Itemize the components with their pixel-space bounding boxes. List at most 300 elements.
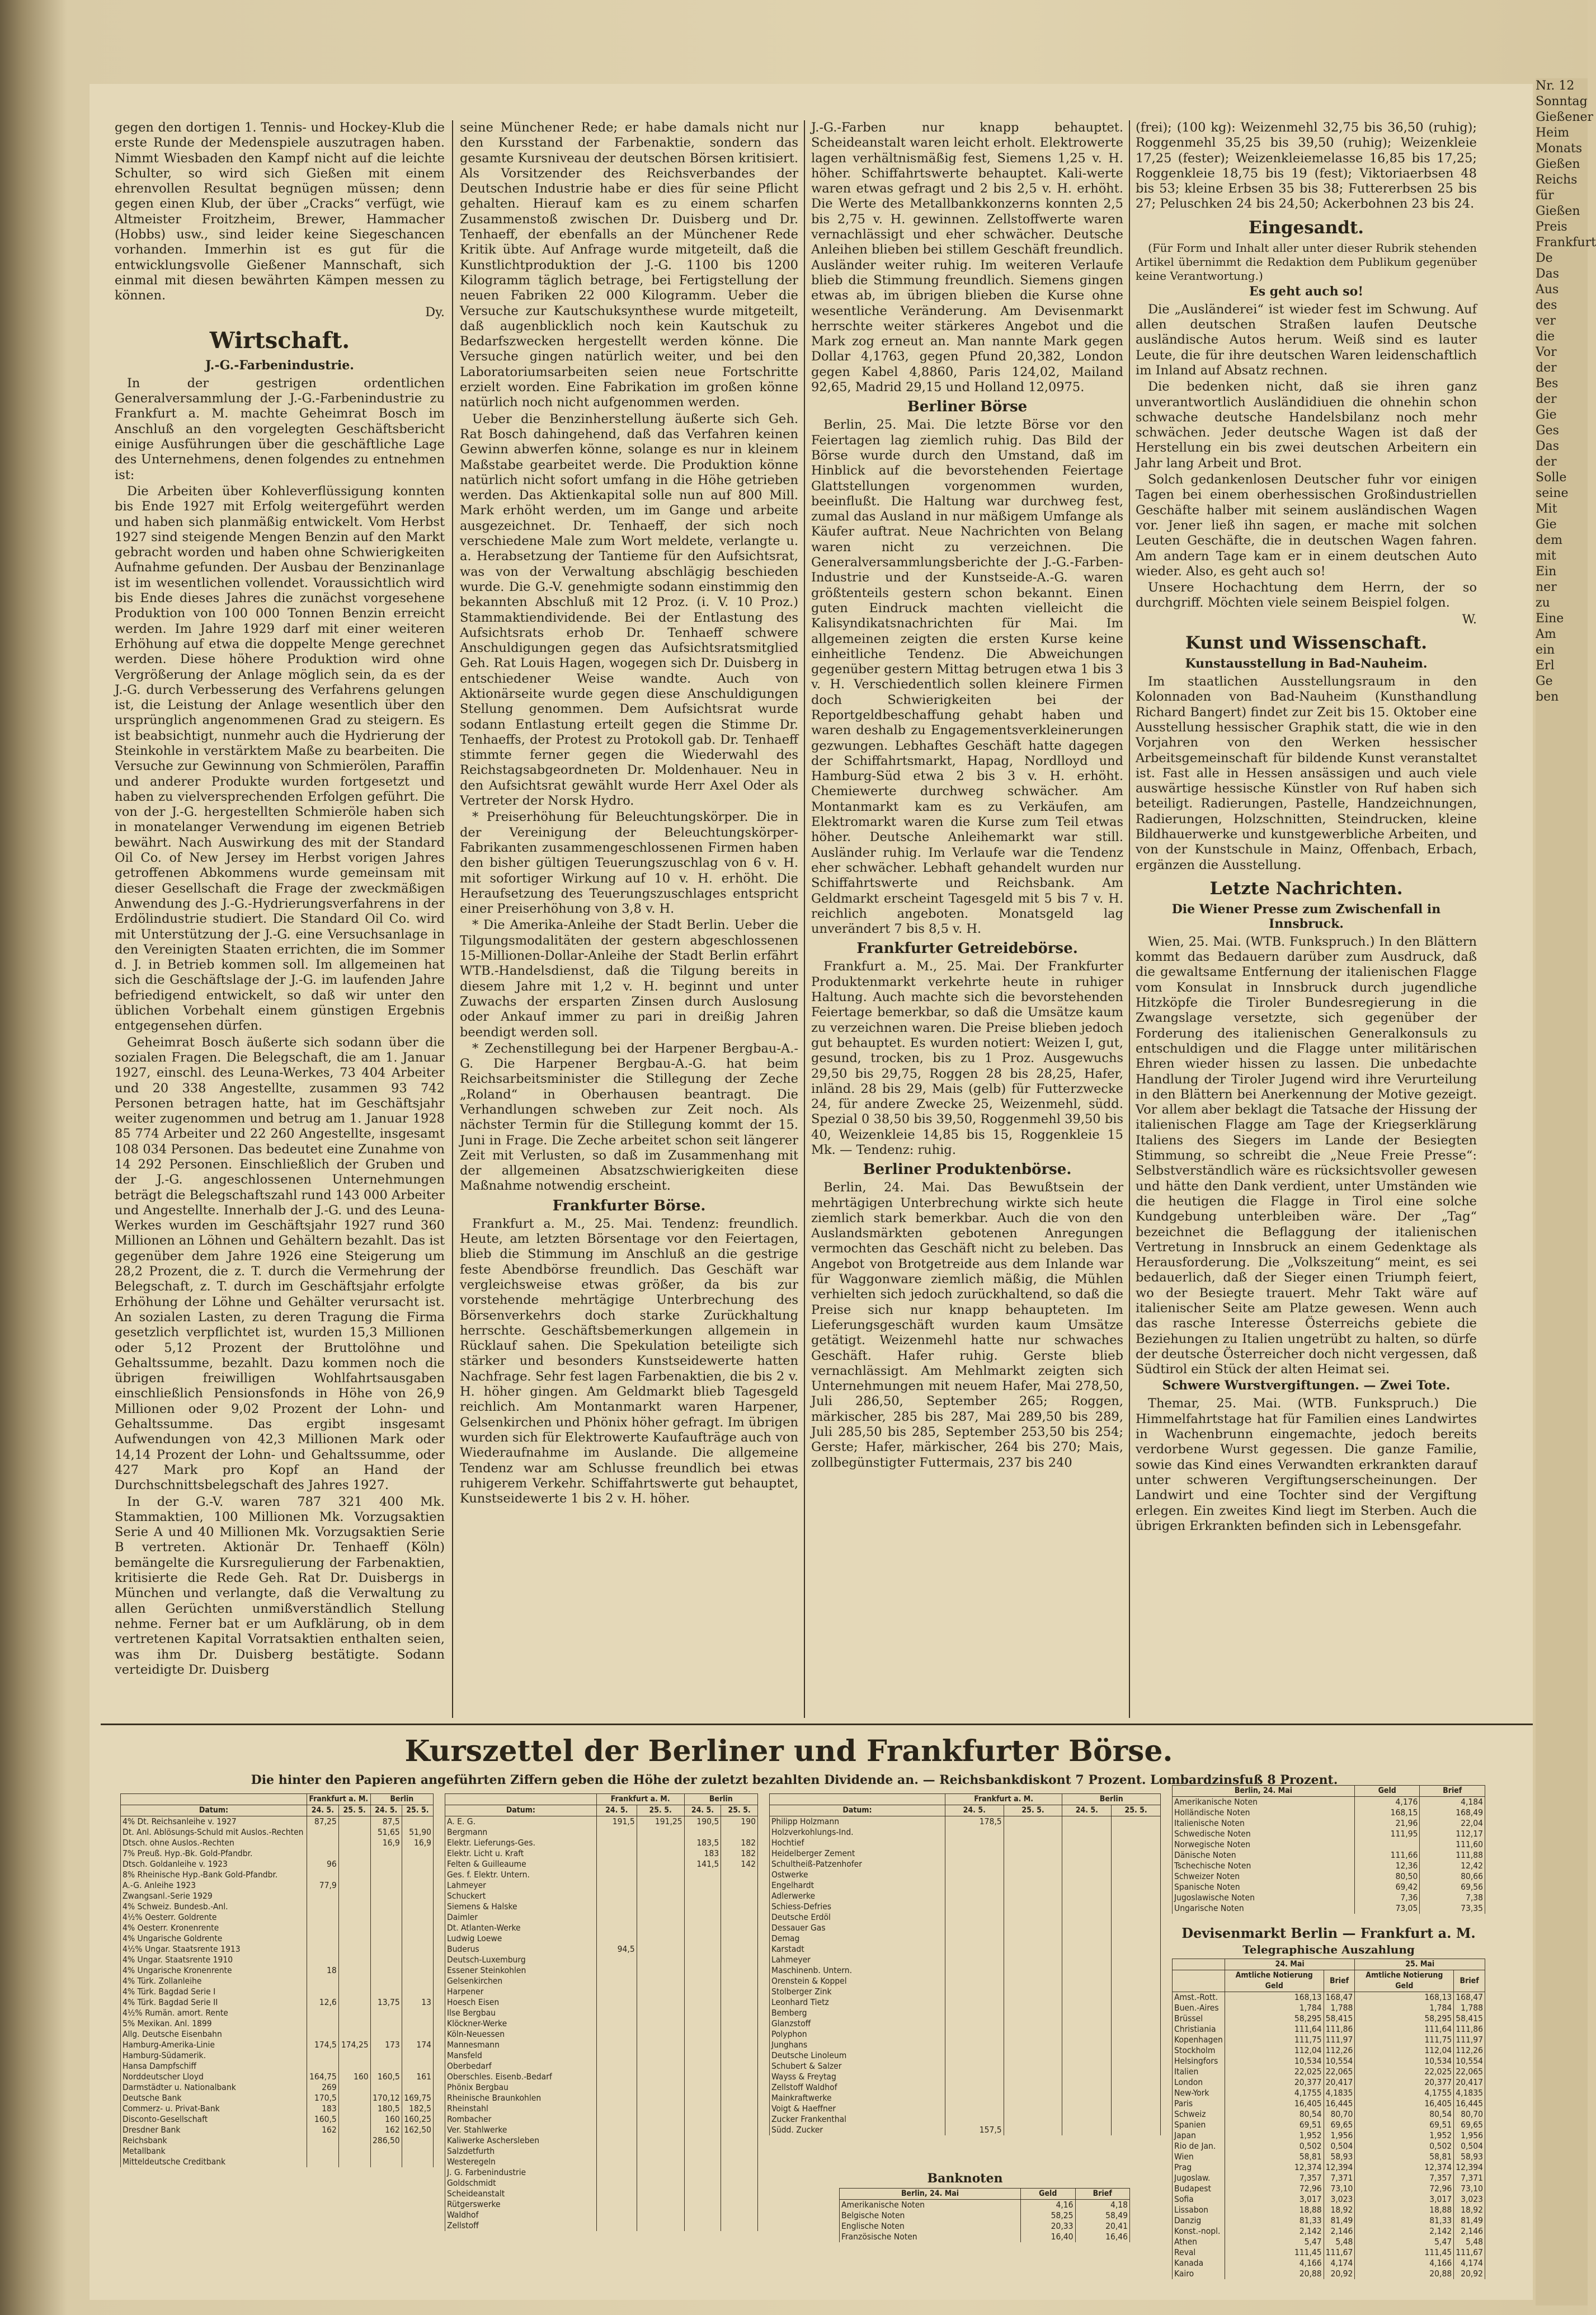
table-header: Berlin, 24. Mai <box>840 2189 1021 2200</box>
table-row <box>445 2135 758 2146</box>
price-cell <box>1112 2072 1161 2082</box>
price-cell: 72,96 <box>1355 2183 1454 2194</box>
table-header: Brief <box>1420 1786 1485 1797</box>
table-header: 25. 5. <box>1004 1805 1062 1816</box>
price-cell <box>338 1955 370 1965</box>
price-cell <box>1112 1838 1161 1848</box>
price-cell <box>402 1944 433 1955</box>
security-name: Schiess-Defries <box>770 1901 945 1912</box>
price-cell <box>945 1933 1004 1944</box>
table-row <box>445 2167 758 2178</box>
security-name: Danzig <box>1173 2215 1225 2226</box>
price-cell <box>721 1870 758 1880</box>
price-cell <box>1062 2029 1112 2040</box>
security-name: Amerikanische Noten <box>840 2200 1021 2211</box>
security-name: Englische Noten <box>840 2221 1021 2232</box>
table-row <box>445 2114 758 2125</box>
security-name: 4% Türk. Bagdad Serie II <box>121 1997 307 2008</box>
price-cell <box>1112 2082 1161 2093</box>
price-cell: 58,415 <box>1454 2013 1485 2024</box>
article-text: Die bedenken nicht, daß sie ihren ganz unverantwortlich Ausländidiuen die ohnehin schon schwache deutsche Handelsbilanz noch mehr schwächen. Jeder deutsche Wagen ist daß der Herstellung ein bis zwei deutschen Arbeitern ein Jahr lang Arbeit und Brot. <box>1136 379 1477 471</box>
stock-table-1 <box>120 1793 434 2167</box>
column-two <box>460 120 798 1715</box>
security-name: Mannesmann <box>445 2040 597 2050</box>
table-header: Datum: <box>770 1805 945 1816</box>
banknoten-table <box>839 2188 1130 2242</box>
price-cell <box>370 1901 402 1912</box>
table-row <box>445 1848 758 1859</box>
price-cell <box>684 1944 721 1955</box>
price-cell: 180,5 <box>370 2103 402 2114</box>
security-name: 4% Ungarische Goldrente <box>121 1933 307 1944</box>
price-cell <box>684 1976 721 1987</box>
table-row <box>1173 2162 1485 2173</box>
table-row <box>1173 2088 1485 2098</box>
table-row <box>770 2040 1161 2050</box>
price-cell <box>637 1944 684 1955</box>
security-name: Harpener <box>445 1987 597 1997</box>
price-cell <box>1062 1891 1112 1901</box>
price-cell <box>1062 1838 1112 1848</box>
security-name: Hamburg-Amerika-Linie <box>121 2040 307 2050</box>
table-row <box>770 2061 1161 2072</box>
security-name: Rombacher <box>445 2114 597 2125</box>
article-title: Frankfurter Getreidebörse. <box>856 940 1078 957</box>
table-row <box>1173 2045 1485 2056</box>
price-cell <box>307 2018 338 2029</box>
price-cell: 162 <box>307 2125 338 2135</box>
price-cell <box>721 2114 758 2125</box>
price-cell <box>338 2029 370 2040</box>
table-header: Datum: <box>121 1805 307 1816</box>
price-cell <box>1004 1987 1062 1997</box>
price-cell: 168,13 <box>1355 1992 1454 2003</box>
table-row <box>445 2050 758 2061</box>
security-name: Christiania <box>1173 2024 1225 2035</box>
price-cell <box>402 2018 433 2029</box>
price-cell <box>307 1987 338 1997</box>
table-row <box>445 1870 758 1880</box>
table-header: Datum: <box>445 1805 597 1816</box>
news-item: * Preiserhöhung für Beleuchtungskörper. Die in der Vereinigung der Beleuchtungskörper-Fabrikanten zusammengeschlossenen Firmen haben den bisher gültigen Teuerungszuschlag von 6 v. H. mit sofortiger Wirkung auf 10 v. H. erhöht. Die Heraufsetzung des Teuerungszuschlages entspricht einer Preiserhöhung von 3,8 v. H. <box>460 810 798 917</box>
security-name: Budapest <box>1173 2183 1225 2194</box>
security-name: Stolberger Zink <box>770 1987 945 1997</box>
price-cell <box>596 1976 637 1987</box>
price-cell <box>684 2189 721 2199</box>
price-cell <box>402 2008 433 2018</box>
price-cell: 4,16 <box>1021 2200 1075 2211</box>
price-cell: 58,295 <box>1225 2013 1324 2024</box>
news-item: * Die Amerika-Anleihe der Stadt Berlin. Ueber die Tilgungsmodalitäten der gestern abgeschlossenen 15-Millionen-Dollar-Anleihe der Stadt Berlin erfährt WTB.-Handelsdienst, daß die Tilgung bereits in diesem Jahre mit 1,2 v. H. beginnt und unter Zuwachs der ersparten Zinsen durch Auslosung oder Ankauf immer zu pari in dreißig Jahren beendigt werden soll. <box>460 918 798 1040</box>
price-cell <box>637 1923 684 1933</box>
price-cell <box>1062 1955 1112 1965</box>
price-cell: 18,88 <box>1355 2205 1454 2215</box>
price-cell <box>307 2061 338 2072</box>
security-name: Paris <box>1173 2098 1225 2109</box>
price-cell: 111,66 <box>1354 1850 1420 1861</box>
table-row <box>1173 2077 1485 2088</box>
price-cell <box>637 1891 684 1901</box>
price-cell <box>721 2040 758 2050</box>
price-cell <box>637 2008 684 2018</box>
table-header: Berlin, 24. Mai <box>1173 1786 1355 1797</box>
price-cell: 160 <box>370 2114 402 2125</box>
security-name: Buderus <box>445 1944 597 1955</box>
security-name: Goldschmidt <box>445 2178 597 2189</box>
price-cell: 13,75 <box>370 1997 402 2008</box>
price-cell <box>1004 1859 1062 1870</box>
security-name: Felten & Guilleaume <box>445 1859 597 1870</box>
security-name: Holländische Noten <box>1173 1807 1355 1818</box>
table-row <box>1173 1839 1485 1850</box>
table-row <box>1173 1797 1485 1808</box>
price-cell <box>402 1912 433 1923</box>
table-row <box>1173 2226 1485 2237</box>
price-cell: 111,67 <box>1324 2247 1355 2258</box>
price-cell <box>402 2029 433 2040</box>
price-cell <box>338 2093 370 2103</box>
price-cell <box>721 1901 758 1912</box>
price-cell <box>596 2125 637 2135</box>
strip-text: der <box>1536 392 1557 406</box>
security-name: 4½% Oesterr. Goldrente <box>121 1912 307 1923</box>
security-name: Essener Steinkohlen <box>445 1965 597 1976</box>
price-cell: 3,017 <box>1225 2194 1324 2205</box>
strip-text: Gießener <box>1536 110 1594 124</box>
price-cell <box>370 1955 402 1965</box>
price-cell: 286,50 <box>370 2135 402 2146</box>
security-name: Ungarische Noten <box>1173 1903 1355 1914</box>
column-four <box>1136 120 1477 1715</box>
price-cell <box>1112 2093 1161 2103</box>
price-cell <box>637 2093 684 2103</box>
table-row <box>121 1838 434 1848</box>
price-cell <box>1062 2125 1112 2135</box>
price-cell <box>370 2146 402 2157</box>
price-cell <box>1062 1848 1112 1859</box>
price-cell <box>637 2135 684 2146</box>
price-cell <box>684 2008 721 2018</box>
security-name: Polyphon <box>770 2029 945 2040</box>
price-cell <box>370 1965 402 1976</box>
strip-text: Ge <box>1536 674 1553 688</box>
price-cell <box>1004 1912 1062 1923</box>
price-cell <box>1112 1859 1161 1870</box>
table-row <box>1173 1829 1485 1839</box>
table-row <box>445 1827 758 1838</box>
price-cell <box>1062 1880 1112 1891</box>
strip-text: ben <box>1536 690 1559 704</box>
article-text: In der G.-V. waren 787 321 400 Mk. Stammaktien, 100 Millionen Mk. Vorzugsaktien Serie A und 40 Millionen Mk. Vorzugsaktien Serie B vertreten. Aktionär Dr. Tenhaeff (Köln) bemängelte die Kursregulierung der Farbenaktien, kritisierte die Rede Geh. Rat Dr. Duisbergs in München und verlangte, daß die Verwaltung zu allen Gerüchten unmißverständlich Stellung nehme. Ferner bat er um Aufklärung, ob in dem vertretenen Kapital Vorratsaktien enthalten seien, was ihm Dr. Duisberg bestätigte. Sodann verteidigte Dr. Duisberg <box>115 1494 445 1677</box>
price-cell <box>945 1923 1004 1933</box>
price-cell <box>1112 2018 1161 2029</box>
price-cell: 12,42 <box>1420 1861 1485 1871</box>
table-row <box>1173 2183 1485 2194</box>
table-header <box>770 1794 945 1805</box>
price-cell <box>338 2103 370 2114</box>
security-name: Dresdner Bank <box>121 2125 307 2135</box>
table-row <box>445 1933 758 1944</box>
strip-text: De <box>1536 251 1553 265</box>
table-row <box>445 1944 758 1955</box>
price-cell <box>945 1987 1004 1997</box>
table-row <box>121 1933 434 1944</box>
article-text: Im staatlichen Ausstellungsraum in den Kolonnaden von Bad-Nauheim (Kunsthandlung Richard Bangert) findet zur Zeit bis 15. Oktober eine Ausstellung hessischer Graphik statt, die wie in den Vorjahren von den Werken hessischer Arbeitsgemeinschaft für bildende Kunst veranstaltet ist. Fast alle in Hessen ansässigen und auch viele auswärtige hessische Künstler von Ruf haben sich beteiligt. Radierungen, Pastelle, Handzeichnungen, Radierungen, Holzschnitten, Steindrucken, kleine Bildhauerwerke und kunstgewerbliche Arbeiten, und von der Kunstschule in Mainz, Offenbach, Erbach, ergänzen die Ausstellung. <box>1136 674 1477 872</box>
price-cell <box>637 1933 684 1944</box>
price-cell <box>721 2157 758 2167</box>
table-row <box>121 1965 434 1976</box>
table-header: Brief <box>1324 1970 1355 1992</box>
table-header: Berlin <box>684 1794 757 1805</box>
price-cell <box>370 1880 402 1891</box>
strip-text: Monats <box>1536 142 1583 156</box>
price-cell <box>945 2093 1004 2103</box>
table-row <box>1173 2120 1485 2130</box>
table-row <box>121 2146 434 2157</box>
table-row <box>121 2018 434 2029</box>
security-name: Belgische Noten <box>840 2210 1021 2221</box>
table-row <box>445 2199 758 2210</box>
price-cell: 69,65 <box>1324 2120 1355 2130</box>
price-cell <box>338 2082 370 2093</box>
table-row <box>121 1870 434 1880</box>
price-cell: 112,17 <box>1420 1829 1485 1839</box>
price-cell: 183 <box>684 1848 721 1859</box>
price-cell <box>1112 2114 1161 2125</box>
strip-text: Das <box>1536 267 1560 281</box>
price-cell <box>945 1870 1004 1880</box>
security-name: Ilse Bergbau <box>445 2008 597 2018</box>
table-row <box>121 2008 434 2018</box>
price-cell <box>1004 1944 1062 1955</box>
price-cell <box>637 1976 684 1987</box>
price-cell: 7,371 <box>1324 2173 1355 2183</box>
price-cell: 183 <box>307 2103 338 2114</box>
table-row <box>1173 1903 1485 1914</box>
price-cell <box>596 2114 637 2125</box>
price-cell <box>637 2157 684 2167</box>
table-row <box>1173 2194 1485 2205</box>
price-cell <box>338 2157 370 2167</box>
price-cell <box>402 1816 433 1828</box>
price-cell: 58,93 <box>1324 2152 1355 2162</box>
price-cell: 112,26 <box>1324 2045 1355 2056</box>
table-header: 25. 5. <box>721 1805 758 1816</box>
devisen-subtitle: Telegraphische Auszahlung <box>1242 1943 1415 1956</box>
price-cell: 112,04 <box>1225 2045 1324 2056</box>
price-cell <box>307 2050 338 2061</box>
price-cell: 1,952 <box>1225 2130 1324 2141</box>
banknoten-title: Banknoten <box>927 2171 1003 2186</box>
price-cell <box>370 2018 402 2029</box>
price-cell <box>307 1891 338 1901</box>
price-cell <box>721 1944 758 1955</box>
price-cell: 1,784 <box>1355 2003 1454 2013</box>
price-cell <box>684 2157 721 2167</box>
price-cell <box>596 1848 637 1859</box>
price-cell <box>684 2199 721 2210</box>
price-cell <box>1062 1997 1112 2008</box>
article-title: Schwere Wurstvergiftungen. — Zwei Tote. <box>1162 1378 1451 1393</box>
security-name: Rütgerswerke <box>445 2199 597 2210</box>
price-cell <box>1062 1870 1112 1880</box>
price-cell <box>338 2008 370 2018</box>
price-cell: 20,33 <box>1021 2221 1075 2232</box>
section-heading: Letzte Nachrichten. <box>1209 878 1403 899</box>
price-cell <box>1112 1816 1161 1828</box>
price-cell: 80,66 <box>1420 1871 1485 1882</box>
price-cell: 112,26 <box>1454 2045 1485 2056</box>
price-cell <box>721 2210 758 2220</box>
price-cell: 2,146 <box>1454 2226 1485 2237</box>
price-cell: 81,33 <box>1225 2215 1324 2226</box>
table-row <box>770 1870 1161 1880</box>
table-header: 25. 5. <box>338 1805 370 1816</box>
table-row <box>445 1838 758 1848</box>
price-cell: 20,41 <box>1075 2221 1129 2232</box>
price-cell <box>945 1955 1004 1965</box>
table-header: Amtliche Notierung Geld <box>1225 1970 1324 1992</box>
price-cell <box>1112 2050 1161 2061</box>
price-cell <box>1062 2103 1112 2114</box>
table-row <box>770 2082 1161 2093</box>
price-cell <box>637 1848 684 1859</box>
price-cell <box>307 2157 338 2167</box>
price-cell: 16,46 <box>1075 2232 1129 2242</box>
price-cell: 141,5 <box>684 1859 721 1870</box>
price-cell <box>945 1965 1004 1976</box>
price-cell <box>1062 2082 1112 2093</box>
security-name: Schweizer Noten <box>1173 1871 1355 1882</box>
price-cell <box>721 2103 758 2114</box>
table-row <box>121 1997 434 2008</box>
price-cell: 169,75 <box>402 2093 433 2103</box>
strip-text: Das <box>1536 439 1560 453</box>
table-row <box>770 2114 1161 2125</box>
price-cell <box>945 2040 1004 2050</box>
security-name: Philipp Holzmann <box>770 1816 945 1828</box>
price-cell <box>338 1870 370 1880</box>
price-cell <box>338 1848 370 1859</box>
price-cell: 4,166 <box>1225 2258 1324 2269</box>
price-cell <box>721 2072 758 2082</box>
price-cell: 58,81 <box>1355 2152 1454 2162</box>
price-cell <box>596 2103 637 2114</box>
table-row <box>121 2040 434 2050</box>
price-cell <box>1062 1859 1112 1870</box>
strip-text: seine <box>1536 486 1569 500</box>
security-name: Lahmeyer <box>445 1880 597 1891</box>
column-rule <box>804 120 805 1718</box>
price-cell <box>637 1901 684 1912</box>
price-cell <box>338 2018 370 2029</box>
price-cell <box>370 1870 402 1880</box>
price-cell: 4,18 <box>1075 2200 1129 2211</box>
table-header: 25. 5. <box>402 1805 433 1816</box>
price-cell: 1,952 <box>1355 2130 1454 2141</box>
table-header: 24. 5. <box>596 1805 637 1816</box>
table-row <box>1173 2205 1485 2215</box>
table-row <box>770 1987 1161 1997</box>
security-name: Darmstädter u. Nationalbank <box>121 2082 307 2093</box>
price-cell <box>1112 1870 1161 1880</box>
security-name: Waldhof <box>445 2210 597 2220</box>
price-cell: 69,42 <box>1354 1882 1420 1893</box>
table-row <box>445 2061 758 2072</box>
table-row <box>840 2232 1130 2242</box>
price-cell <box>684 2114 721 2125</box>
price-cell: 16,445 <box>1454 2098 1485 2109</box>
price-cell: 69,56 <box>1420 1882 1485 1893</box>
price-cell: 2,142 <box>1355 2226 1454 2237</box>
adjacent-page-strip <box>1536 78 1596 2305</box>
table-row <box>445 2103 758 2114</box>
price-cell: 5,47 <box>1225 2237 1324 2247</box>
price-cell: 7,371 <box>1454 2173 1485 2183</box>
column-three <box>811 120 1123 1715</box>
price-cell <box>1004 2008 1062 2018</box>
price-cell <box>1004 1923 1062 1933</box>
price-cell: 18,88 <box>1225 2205 1324 2215</box>
price-cell <box>721 2135 758 2146</box>
strip-text: Solle <box>1536 471 1567 485</box>
security-name: Demag <box>770 1933 945 1944</box>
price-cell: 73,10 <box>1324 2183 1355 2194</box>
security-name: 4% Oesterr. Kronenrente <box>121 1923 307 1933</box>
price-cell <box>721 2018 758 2029</box>
price-cell <box>596 2157 637 2167</box>
table-row <box>121 1987 434 1997</box>
strip-text: dem <box>1536 533 1562 547</box>
table-row <box>770 2103 1161 2114</box>
price-cell: 69,65 <box>1454 2120 1485 2130</box>
table-row <box>770 2125 1161 2135</box>
table-header: 25. Mai <box>1355 1959 1485 1970</box>
price-cell: 10,554 <box>1324 2056 1355 2067</box>
price-cell: 7,36 <box>1354 1893 1420 1903</box>
price-cell <box>721 1923 758 1933</box>
stock-table-2 <box>445 1793 758 2231</box>
price-cell <box>637 1997 684 2008</box>
price-cell <box>1112 2125 1161 2135</box>
price-cell <box>637 1870 684 1880</box>
price-cell <box>637 2210 684 2220</box>
price-cell <box>338 2135 370 2146</box>
price-cell: 160,5 <box>307 2114 338 2125</box>
security-name: 4% Schweiz. Bundesb.-Anl. <box>121 1901 307 1912</box>
price-cell <box>721 1933 758 1944</box>
price-cell: 111,67 <box>1454 2247 1485 2258</box>
price-cell: 69,51 <box>1225 2120 1324 2130</box>
price-cell <box>596 2072 637 2082</box>
price-cell <box>1062 1827 1112 1838</box>
price-cell: 12,394 <box>1454 2162 1485 2173</box>
price-cell <box>402 2061 433 2072</box>
price-cell <box>1112 1901 1161 1912</box>
security-name: Amerikanische Noten <box>1173 1797 1355 1808</box>
price-cell: 111,75 <box>1225 2035 1324 2045</box>
table-row <box>770 2072 1161 2082</box>
price-cell: 182 <box>721 1838 758 1848</box>
price-cell: 168,13 <box>1225 1992 1324 2003</box>
price-cell: 162 <box>370 2125 402 2135</box>
price-cell <box>402 2146 433 2157</box>
price-cell <box>684 2135 721 2146</box>
price-cell <box>338 1838 370 1848</box>
section-heading: Kunst und Wissenschaft. <box>1185 633 1428 654</box>
price-cell <box>637 1955 684 1965</box>
security-name: Rheinische Braunkohlen <box>445 2093 597 2103</box>
